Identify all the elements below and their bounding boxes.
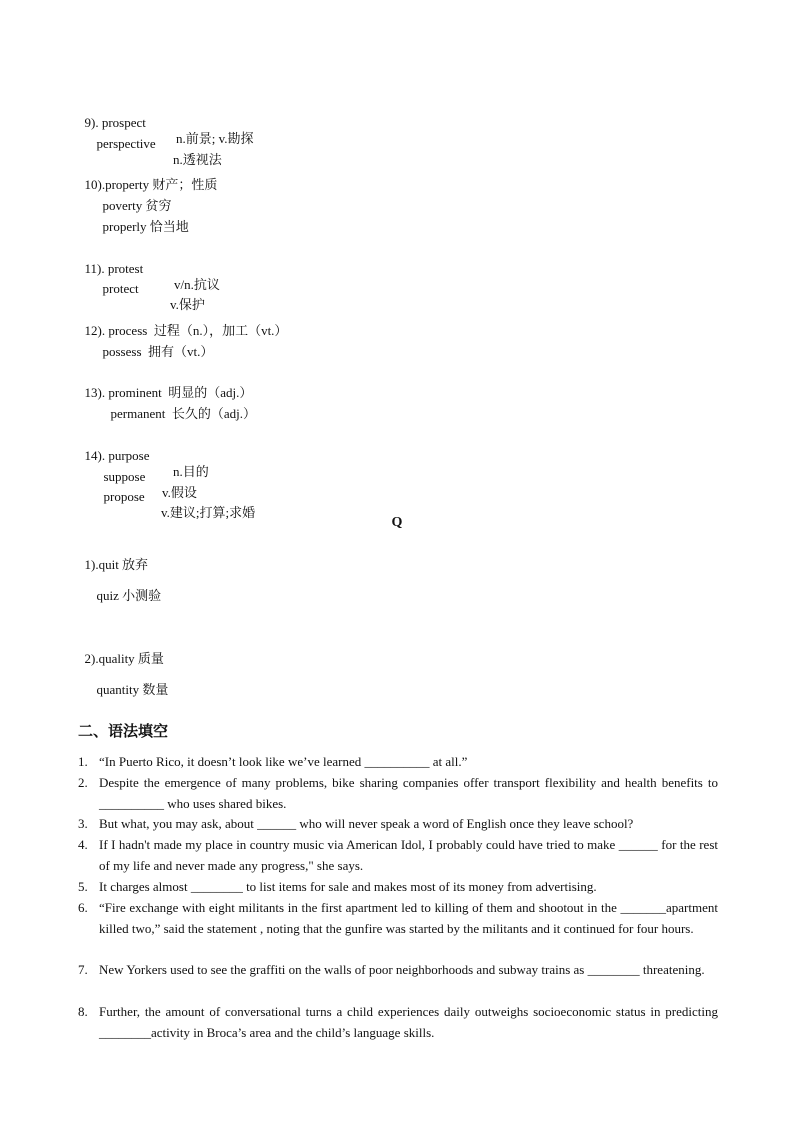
exercise-number: 4. [78,837,88,852]
vocab-word: suppose [103,469,146,484]
vocab-definition: n.透视法 [173,152,222,167]
vocab-word: 2).quality 质量 [84,651,164,666]
vocab-word: perspective [96,136,156,151]
vocab-definition: v.建议;打算;求婚 [161,505,256,520]
vocab-word: 11). protest [84,261,144,276]
vocab-line [90,572,161,604]
exercise-text: But what, you may ask, about ______ who will never speak a word of English once they leave school? [99,816,634,831]
exercise-number: 3. [78,816,88,831]
vocab-word: quiz 小测验 [96,588,162,603]
vocab-word: poverty 贫穷 [102,198,172,213]
section-letter: Q [391,515,403,530]
vocab-word: 1).quit 放弃 [84,557,149,572]
vocab-word: properly 恰当地 [102,219,189,234]
vocab-word: 12). process 过程（n.），加工（vt.） [84,323,288,338]
exercise-number: 6. [78,900,88,915]
vocab-definition: v/n.抗议 [174,277,220,292]
vocab-word: quantity 数量 [96,682,169,697]
vocab-line [96,203,189,235]
vocab-word: 13). prominent 明显的（adj.） [84,385,253,400]
vocab-line [78,541,148,573]
vocab-word: protect [102,281,139,296]
vocab-line [96,328,213,360]
vocab-word: permanent 长久的（adj.） [110,406,256,421]
vocab-line [90,666,168,698]
exercise-text: New Yorkers used to see the graffiti on the walls of poor neighborhoods and subway trains as ________ threatening. [99,962,705,977]
vocab-definition: v.保护 [170,297,205,312]
exercise-number: 8. [78,1004,88,1019]
vocab-word: propose [103,489,145,504]
vocab-definition: n.目的 [173,464,209,479]
section-heading: 二、语法填空 [78,722,169,740]
exercise-number: 2. [78,775,88,790]
vocab-line [78,635,164,667]
vocab-word: 9). prospect [84,115,146,130]
exercise-number: 5. [78,879,88,894]
vocab-definition: v.假设 [162,485,197,500]
exercise-number: 1. [78,754,88,769]
exercise-number: 7. [78,962,88,977]
exercise-text: If I hadn't made my place in country music via American Idol, I probably could have tried to make ______ for the rest of my life and never made any progress," she says. [99,837,718,873]
vocab-word: 14). purpose [84,448,150,463]
exercise-text: It charges almost ________ to list items for sale and makes most of its money from advertising. [99,879,597,894]
vocab-definition: n.前景; v.勘探 [176,131,254,146]
vocab-word: 10).property 财产；性质 [84,177,218,192]
exercise-text: “In Puerto Rico, it doesn’t look like we’ve learned __________ at all.” [99,754,468,769]
exercise-text: Further, the amount of conversational turns a child experiences daily outweighs socioeconomic status in predicting ________activity in Broca’s area and the child’s language skills. [99,1004,718,1040]
vocab-line [104,390,256,422]
exercise-text: Despite the emergence of many problems, bike sharing companies offer transport flexibility and health benefits to __________ who uses shared bikes. [99,775,718,811]
exercise-text: “Fire exchange with eight militants in the first apartment led to killing of them and shootout in the _______apartment killed two,” said the statement , noting that the gunfire was started by the militants and it continued for four hours. [99,900,718,936]
vocab-word: possess 拥有（vt.） [102,344,214,359]
